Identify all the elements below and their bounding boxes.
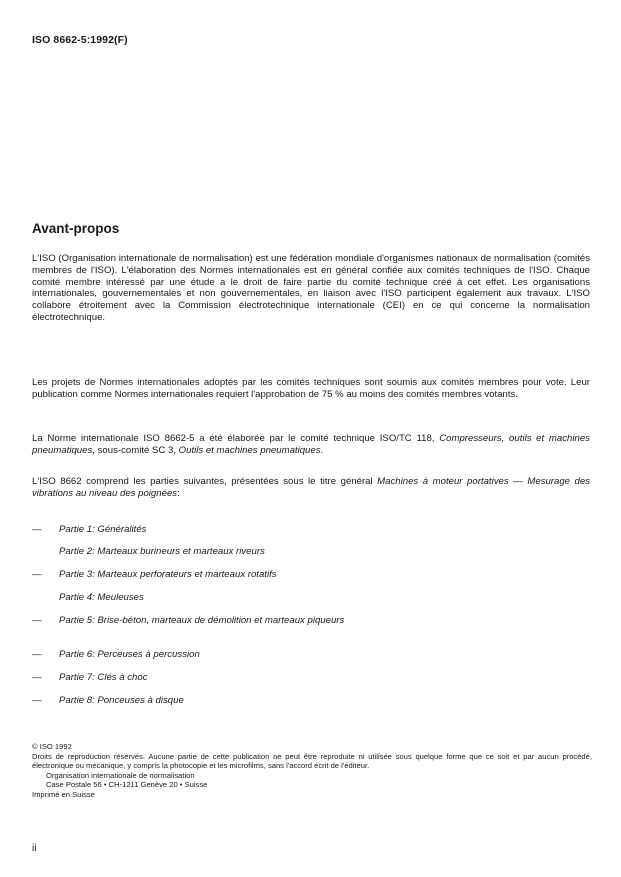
part-name: Clés à choc xyxy=(97,672,148,683)
paragraph-iso-intro: L'ISO (Organisation internationale de normalisation) est une fédération mondiale d'organismes nationaux de normalisation (comités membres de l'ISO). L'élaboration des Normes internationales est en général confiée aux comités techniques de l'ISO. Chaque comité membre intéressé par une étude a le droit de faire partie du comité technique créé à cet effet. Les organisations internationales, gouvernementales et non gouvernementales, en liaison avec l'ISO participent également aux travaux. L'ISO collabore étroitement avec la Commission électrotechnique internationale (CEI) en ce qui concerne la normalisation électrotechnique. xyxy=(32,253,590,323)
printed-in: Imprimé en Suisse xyxy=(32,789,95,799)
part-name: Marteaux perforateurs et marteaux rotatifs xyxy=(97,569,277,580)
rights-statement: Droits de reproduction réservés. Aucune partie de cette publication ne peut être reproduite ni utilisée sous quelque forme que ce soit et par aucun procédé, électronique ou mécanique, y compris la photocopie et les microfilms, sans l'accord écrit de l'éditeur. xyxy=(32,751,592,771)
part-name: Brise-béton, marteaux de démolition et marteaux piqueurs xyxy=(97,615,345,626)
organization-name: Organisation internationale de normalisation xyxy=(46,770,195,780)
parts-intro-text: L'ISO 8662 comprend les parties suivantes, présentées sous le titre général xyxy=(32,476,378,487)
page-number: ii xyxy=(32,843,37,854)
part-label: Partie 8: xyxy=(59,695,95,706)
list-dash: — xyxy=(32,569,42,580)
part-label: Partie 6: xyxy=(59,649,95,660)
part-name: Généralités xyxy=(97,524,147,535)
paragraph-parts-intro xyxy=(32,476,590,500)
copyright-notice: © ISO 1992 xyxy=(32,742,72,751)
list-dash: — xyxy=(32,672,42,683)
part-name: Perceuses à percussion xyxy=(97,649,200,660)
part-label: Partie 4: xyxy=(59,592,95,603)
part-label: Partie 1: xyxy=(59,524,95,535)
copyright-block xyxy=(32,742,592,800)
parts-intro-colon: : xyxy=(177,487,180,499)
part-label: Partie 7: xyxy=(59,672,95,683)
paragraph-voting: Les projets de Normes internationales adoptés par les comités techniques sont soumis aux comités membres pour vote. Leur publication comme Normes internationales requiert l'approbation de 75 % au moins des comités membres votants. xyxy=(32,377,590,400)
committee-text: La Norme internationale ISO 8662-5 a été élaborée par le comité technique ISO/TC 118, xyxy=(32,433,440,444)
subcommittee-name: Outils et machines pneumatiques xyxy=(178,444,321,456)
part-label: Partie 5: xyxy=(59,615,95,626)
list-dash: — xyxy=(32,524,42,535)
section-title: Avant-propos xyxy=(32,221,120,236)
list-dash: — xyxy=(32,695,42,706)
committee-text-2: , sous-comité SC 3, xyxy=(92,444,179,456)
part-name: Marteaux burineurs et marteaux riveurs xyxy=(97,546,265,557)
organization-address: Case Postale 56 • CH-1211 Genève 20 • Suisse xyxy=(46,780,208,790)
part-label: Partie 2: xyxy=(59,546,95,557)
part-name: Ponceuses à disque xyxy=(97,695,184,706)
part-label: Partie 3: xyxy=(59,569,95,580)
paragraph-committee xyxy=(32,433,590,457)
list-dash: — xyxy=(32,649,42,660)
part-name: Meuleuses xyxy=(97,592,144,603)
list-dash: — xyxy=(32,615,42,626)
committee-text-end: . xyxy=(320,444,324,456)
document-header: ISO 8662-5:1992(F) xyxy=(32,34,128,46)
general-title: Machines à moteur portatives — Mesurage des vibrations au niveau des poignées xyxy=(32,476,591,499)
committee-name: Compresseurs, outils et machines pneumatiques xyxy=(32,433,590,456)
